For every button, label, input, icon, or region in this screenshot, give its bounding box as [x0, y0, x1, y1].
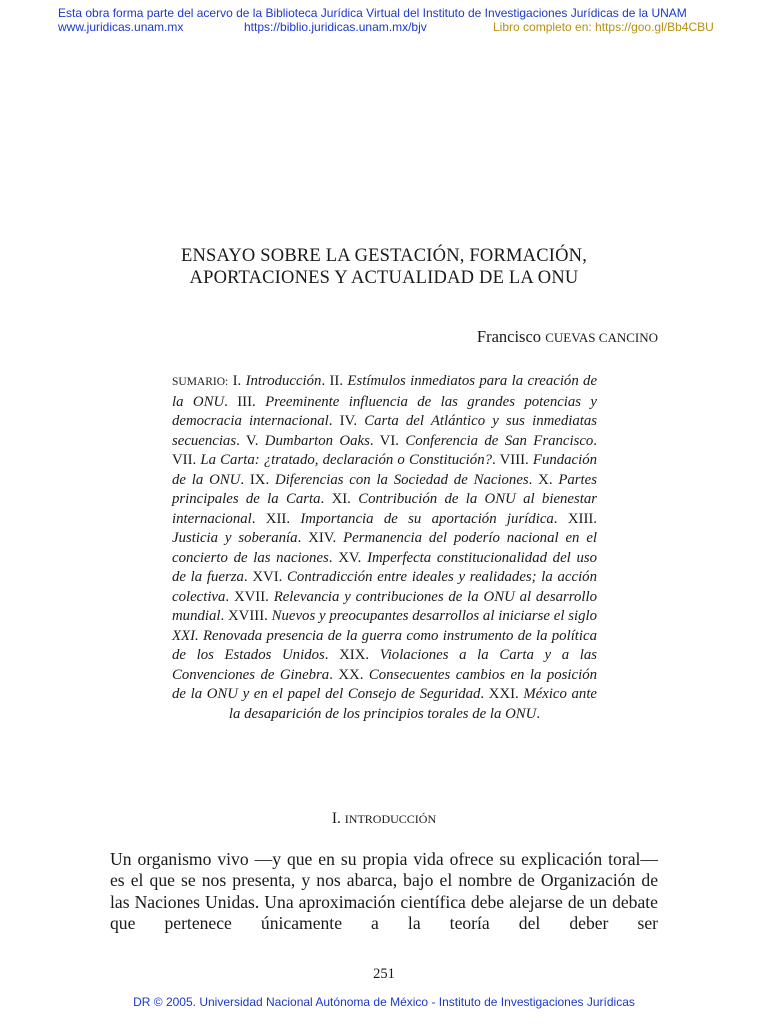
- summary-item-number: II.: [329, 373, 344, 389]
- article-title-line-2: APORTACIONES Y ACTUALIDAD DE LA ONU: [189, 268, 579, 288]
- summary-item-number: XV.: [338, 549, 362, 566]
- summary-item-title: Consecuentes cambios en la posición de la ONU y en el papel del Consejo de Seguridad: [172, 666, 597, 702]
- summary-item-number: XIV.: [308, 530, 337, 546]
- author-last-name: CUEVAS CANCINO: [545, 330, 658, 345]
- summary-item-title: Imperfecta constitucionalidad del uso de la fuerza: [172, 549, 598, 585]
- summary-item-title: Contradicción entre ideales y realidades; la acción colectiva: [172, 569, 597, 605]
- summary-item-title: Fundación de la ONU: [172, 452, 598, 488]
- summary-item-title: Violaciones a la Carta y a las Convenciones de Ginebra: [172, 647, 597, 683]
- summary-item-number: III.: [237, 393, 256, 410]
- article-title-line-1: ENSAYO SOBRE LA GESTACIÓN, FORMACIÓN,: [180, 246, 588, 266]
- summary-item-title: Dumbarton Oaks: [264, 432, 370, 449]
- summary-item-title: México ante la desaparición de los principios torales de la ONU: [228, 686, 597, 722]
- site-link[interactable]: www.juridicas.unam.mx: [58, 20, 184, 34]
- summary-item-title: Relevancia y contribuciones de la ONU al desarrollo mundial: [172, 588, 598, 624]
- page-number: 251: [373, 966, 395, 982]
- summary-item-title: Conferencia de San Francisco: [405, 432, 594, 449]
- summary-item-title: Estímulos inmediatos para la creación de la ONU: [172, 373, 598, 410]
- summary-item-number: XIX.: [339, 647, 370, 663]
- summary-item-title: Introducción: [245, 373, 322, 389]
- summary-item-number: VII.: [172, 452, 197, 468]
- summary-item-number: XVII.: [233, 588, 269, 605]
- summary-label: SUMARIO:: [172, 376, 229, 388]
- summary-block: [172, 372, 597, 724]
- section-number: I.: [331, 810, 341, 827]
- summary-item-title: Importancia de su aportación jurídica: [300, 510, 554, 527]
- summary-item-number: XIII.: [567, 510, 598, 527]
- copyright-footer: DR © 2005. Universidad Nacional Autónoma de México - Instituto de Investigaciones Jurídicas: [133, 995, 635, 1009]
- repository-notice: Esta obra forma parte del acervo de la Biblioteca Jurídica Virtual del Instituto de Investigaciones Jurídicas de la UNAM: [58, 6, 687, 20]
- author-name: [477, 327, 658, 347]
- body-paragraph: Un organismo vivo —y que en su propia vida ofrece su explicación toral— es el que se nos presenta, y nos abarca, bajo el nombre de Organización de las Naciones Unidas. Una aproximación científica debe alejarse de un debate que pertenece únicamente a la teoría del deber ser: [110, 849, 658, 933]
- summary-item-title: Partes principales de la Carta: [172, 471, 597, 507]
- summary-item-number: V.: [245, 432, 259, 449]
- summary-item-number: VIII.: [499, 452, 529, 468]
- full-book-link[interactable]: Libro completo en: https://goo.gl/Bb4CBU: [493, 20, 714, 34]
- summary-item-title: Justicia y soberanía: [172, 530, 298, 546]
- summary-item-number: XXI.: [488, 686, 519, 702]
- summary-item-number: IX.: [249, 471, 270, 488]
- section-title: INTRODUCCIÓN: [344, 812, 437, 826]
- summary-items: I. Introducción. II. Estímulos inmediatos para la creación de la ONU. III. Preeminente influencia de las grandes potencias y democracia internacional. IV. Carta del Atlántico y sus inmediatas secuencias. V. Dumbarton Oaks. VI. Conferencia de San Francisco. VII. La Carta: ¿tratado, declaración o Constitución?. VIII. Fundación de la ONU. IX. Diferencias con la Sociedad de Naciones. X. Partes principales de la Carta. XI. Contribución de la ONU al bienestar internacional. XII. Importancia de su aportación jurídica. XIII. Justicia y soberanía. XIV. Permanencia del poderío nacional en el concierto de las naciones. XV. Imperfecta constitucionalidad del uso de la fuerza. XVI. Contradicción entre ideales y realidades; la acción colectiva. XVII. Relevancia y contribuciones de la ONU al desarrollo mundial. XVIII. Nuevos y preocupantes desarrollos al iniciarse el siglo XXI. Renovada presencia de la guerra como instrumento de la política de los Estados Unidos. XIX. Violaciones a la Carta y a las Convenciones de Ginebra. XX. Consecuentes cambios en la posición de la ONU y en el papel del Consejo de Seguridad. XXI. México ante la desaparición de los principios torales de la ONU.: [172, 373, 598, 722]
- summary-item-number: XVI.: [252, 569, 283, 585]
- summary-item-number: XI.: [331, 491, 351, 507]
- summary-item-title: Nuevos y preocupantes desarrollos al iniciarse el siglo XXI. Renovada presencia de la guerra como instrumento de la política de los Estados Unidos: [172, 608, 597, 663]
- summary-item-number: I.: [232, 373, 242, 389]
- summary-item-number: IV.: [339, 413, 358, 429]
- summary-item-number: XII.: [265, 510, 291, 527]
- section-heading: [0, 810, 768, 828]
- author-first-name: Francisco: [476, 327, 542, 346]
- summary-item-title: Contribución de la ONU al bienestar internacional: [172, 491, 597, 527]
- summary-item-number: XX.: [338, 666, 364, 683]
- summary-item-title: Permanencia del poderío nacional en el concierto de las naciones: [172, 530, 597, 566]
- summary-item-title: La Carta: ¿tratado, declaración o Constitución?: [200, 452, 492, 468]
- summary-item-number: XVIII.: [228, 608, 268, 624]
- summary-item-title: Preeminente influencia de las grandes potencias y democracia internacional: [172, 393, 598, 429]
- summary-item-number: VI.: [379, 432, 399, 449]
- summary-item-title: Diferencias con la Sociedad de Naciones: [274, 471, 529, 488]
- summary-item-number: X.: [538, 471, 553, 488]
- bjv-link[interactable]: https://biblio.juridicas.unam.mx/bjv: [244, 20, 427, 34]
- summary-item-title: Carta del Atlántico y sus inmediatas secuencias: [172, 413, 598, 449]
